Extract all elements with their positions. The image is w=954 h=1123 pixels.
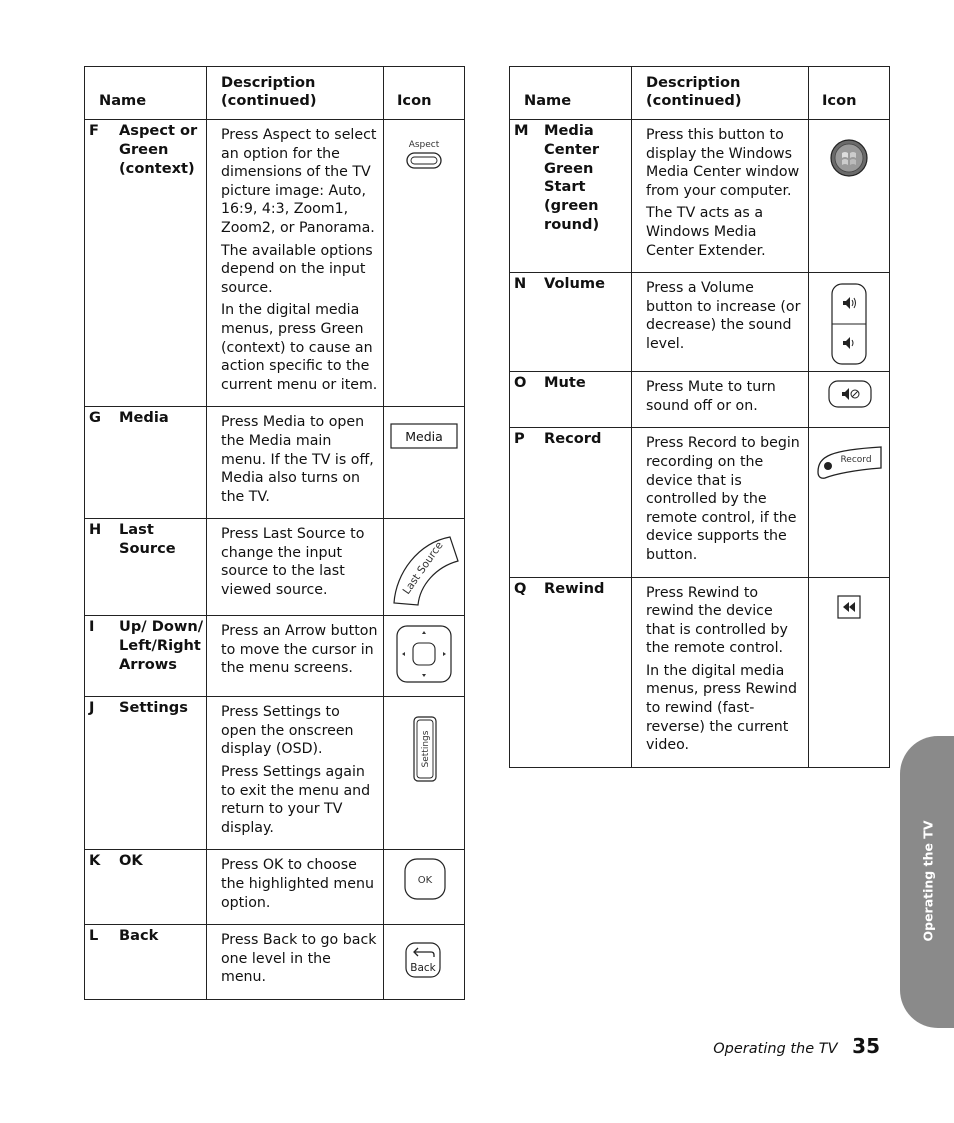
row-letter: Q xyxy=(514,579,527,597)
left-table xyxy=(84,66,465,1000)
table-row xyxy=(510,372,890,428)
row-desc: Press an Arrow button to move the cursor in the menu screens. xyxy=(221,623,378,677)
table-row xyxy=(85,120,465,407)
row-name: Media xyxy=(119,409,169,427)
table-row xyxy=(510,273,890,372)
svg-text:Media: Media xyxy=(405,429,443,445)
table-row xyxy=(85,925,465,1000)
row-name: Record xyxy=(544,430,602,448)
row-name: Aspect or Green (context) xyxy=(119,122,198,177)
table-header-row xyxy=(85,67,465,120)
table-row xyxy=(85,407,465,519)
header-name: Name xyxy=(85,67,207,120)
page-footer xyxy=(713,1034,880,1058)
header-name: Name xyxy=(510,67,632,120)
row-name: OK xyxy=(119,852,143,870)
row-desc: Press a Volume button to increase (or decrease) the sound level. xyxy=(646,280,801,352)
row-desc: The TV acts as a Windows Media Center Extender. xyxy=(646,205,766,259)
settings-button-icon xyxy=(412,715,438,783)
row-name: Rewind xyxy=(544,579,605,597)
row-desc: Press Media to open the Media main menu. If the TV is off, Media also turns on the TV. xyxy=(221,414,374,505)
svg-text:Aspect: Aspect xyxy=(408,140,440,150)
aspect-button-icon xyxy=(404,136,444,174)
ok-button-icon xyxy=(404,858,446,900)
side-tab-label: Operating the TV xyxy=(920,820,936,942)
row-desc: The available options depend on the input source. xyxy=(221,242,373,296)
row-letter: I xyxy=(89,618,95,636)
svg-text:Settings: Settings xyxy=(421,730,431,768)
svg-text:OK: OK xyxy=(417,875,433,887)
row-letter: F xyxy=(89,122,99,139)
row-desc: Press Back to go back one level in the menu. xyxy=(221,932,377,986)
mute-button-icon xyxy=(828,380,872,408)
row-desc: Press Settings to open the onscreen display (OSD). xyxy=(221,704,354,758)
row-desc: Press Settings again to exit the menu and return to your TV display. xyxy=(221,764,371,836)
row-letter: H xyxy=(89,521,102,539)
row-desc: In the digital media menus, press Green (context) to cause an action specific to the current menu or item. xyxy=(221,302,378,393)
table-row xyxy=(510,120,890,273)
row-desc: In the digital media menus, press Rewind to rewind (fast-reverse) the current video. xyxy=(646,662,797,754)
row-letter: L xyxy=(89,927,99,945)
row-letter: N xyxy=(514,275,527,293)
svg-text:Back: Back xyxy=(410,962,436,975)
header-icon: Icon xyxy=(384,67,465,120)
table-header-row xyxy=(510,67,890,120)
page-number: 35 xyxy=(852,1034,880,1058)
table-row xyxy=(85,697,465,850)
row-desc: Press OK to choose the highlighted menu option. xyxy=(221,857,374,911)
record-button-icon xyxy=(815,444,885,480)
row-desc: Press Rewind to rewind the device that is controlled by the remote control. xyxy=(646,584,788,657)
table-row xyxy=(85,850,465,925)
row-letter: M xyxy=(514,122,529,139)
row-letter: K xyxy=(89,852,101,870)
row-desc: Press Record to begin recording on the device that is controlled by the remote control, if the device supports the button. xyxy=(646,435,800,563)
row-letter: J xyxy=(89,699,95,717)
svg-text:Last Source: Last Source xyxy=(400,539,446,598)
row-letter: P xyxy=(514,430,525,448)
arrow-pad-icon xyxy=(395,624,453,684)
side-section-tab xyxy=(900,736,954,1028)
row-name: Media Center Green Start (green round) xyxy=(544,122,600,233)
last-source-button-icon xyxy=(388,533,460,607)
row-desc: Press Last Source to change the input source to the last viewed source. xyxy=(221,526,365,599)
svg-text:Record: Record xyxy=(840,455,872,466)
row-name: Back xyxy=(119,927,159,945)
header-description: Description (continued) xyxy=(632,67,809,120)
media-button-icon xyxy=(390,423,458,451)
header-icon: Icon xyxy=(809,67,890,120)
volume-rocker-icon xyxy=(830,282,868,366)
table-row xyxy=(85,519,465,616)
right-table xyxy=(509,66,890,768)
header-description: Description (continued) xyxy=(207,67,384,120)
row-desc: Press Mute to turn sound off or on. xyxy=(646,379,776,414)
rewind-button-icon xyxy=(837,595,861,619)
row-name: Last Source xyxy=(119,521,176,558)
row-name: Mute xyxy=(544,374,586,392)
back-button-icon xyxy=(405,942,441,978)
row-name: Settings xyxy=(119,699,188,717)
table-row xyxy=(85,616,465,697)
row-name: Up/ Down/ Left/Right Arrows xyxy=(119,618,204,673)
footer-section-title: Operating the TV xyxy=(713,1041,838,1057)
table-row xyxy=(510,428,890,577)
row-letter: O xyxy=(514,374,527,392)
windows-start-icon xyxy=(829,138,869,178)
row-letter: G xyxy=(89,409,101,427)
row-name: Volume xyxy=(544,275,606,293)
row-desc: Press Aspect to select an option for the dimensions of the TV picture image: Auto, 16:9, 4:3, Zoom1, Zoom2, or Panorama. xyxy=(221,127,377,236)
table-row xyxy=(510,577,890,767)
row-desc: Press this button to display the Windows Media Center window from your computer. xyxy=(646,127,800,199)
